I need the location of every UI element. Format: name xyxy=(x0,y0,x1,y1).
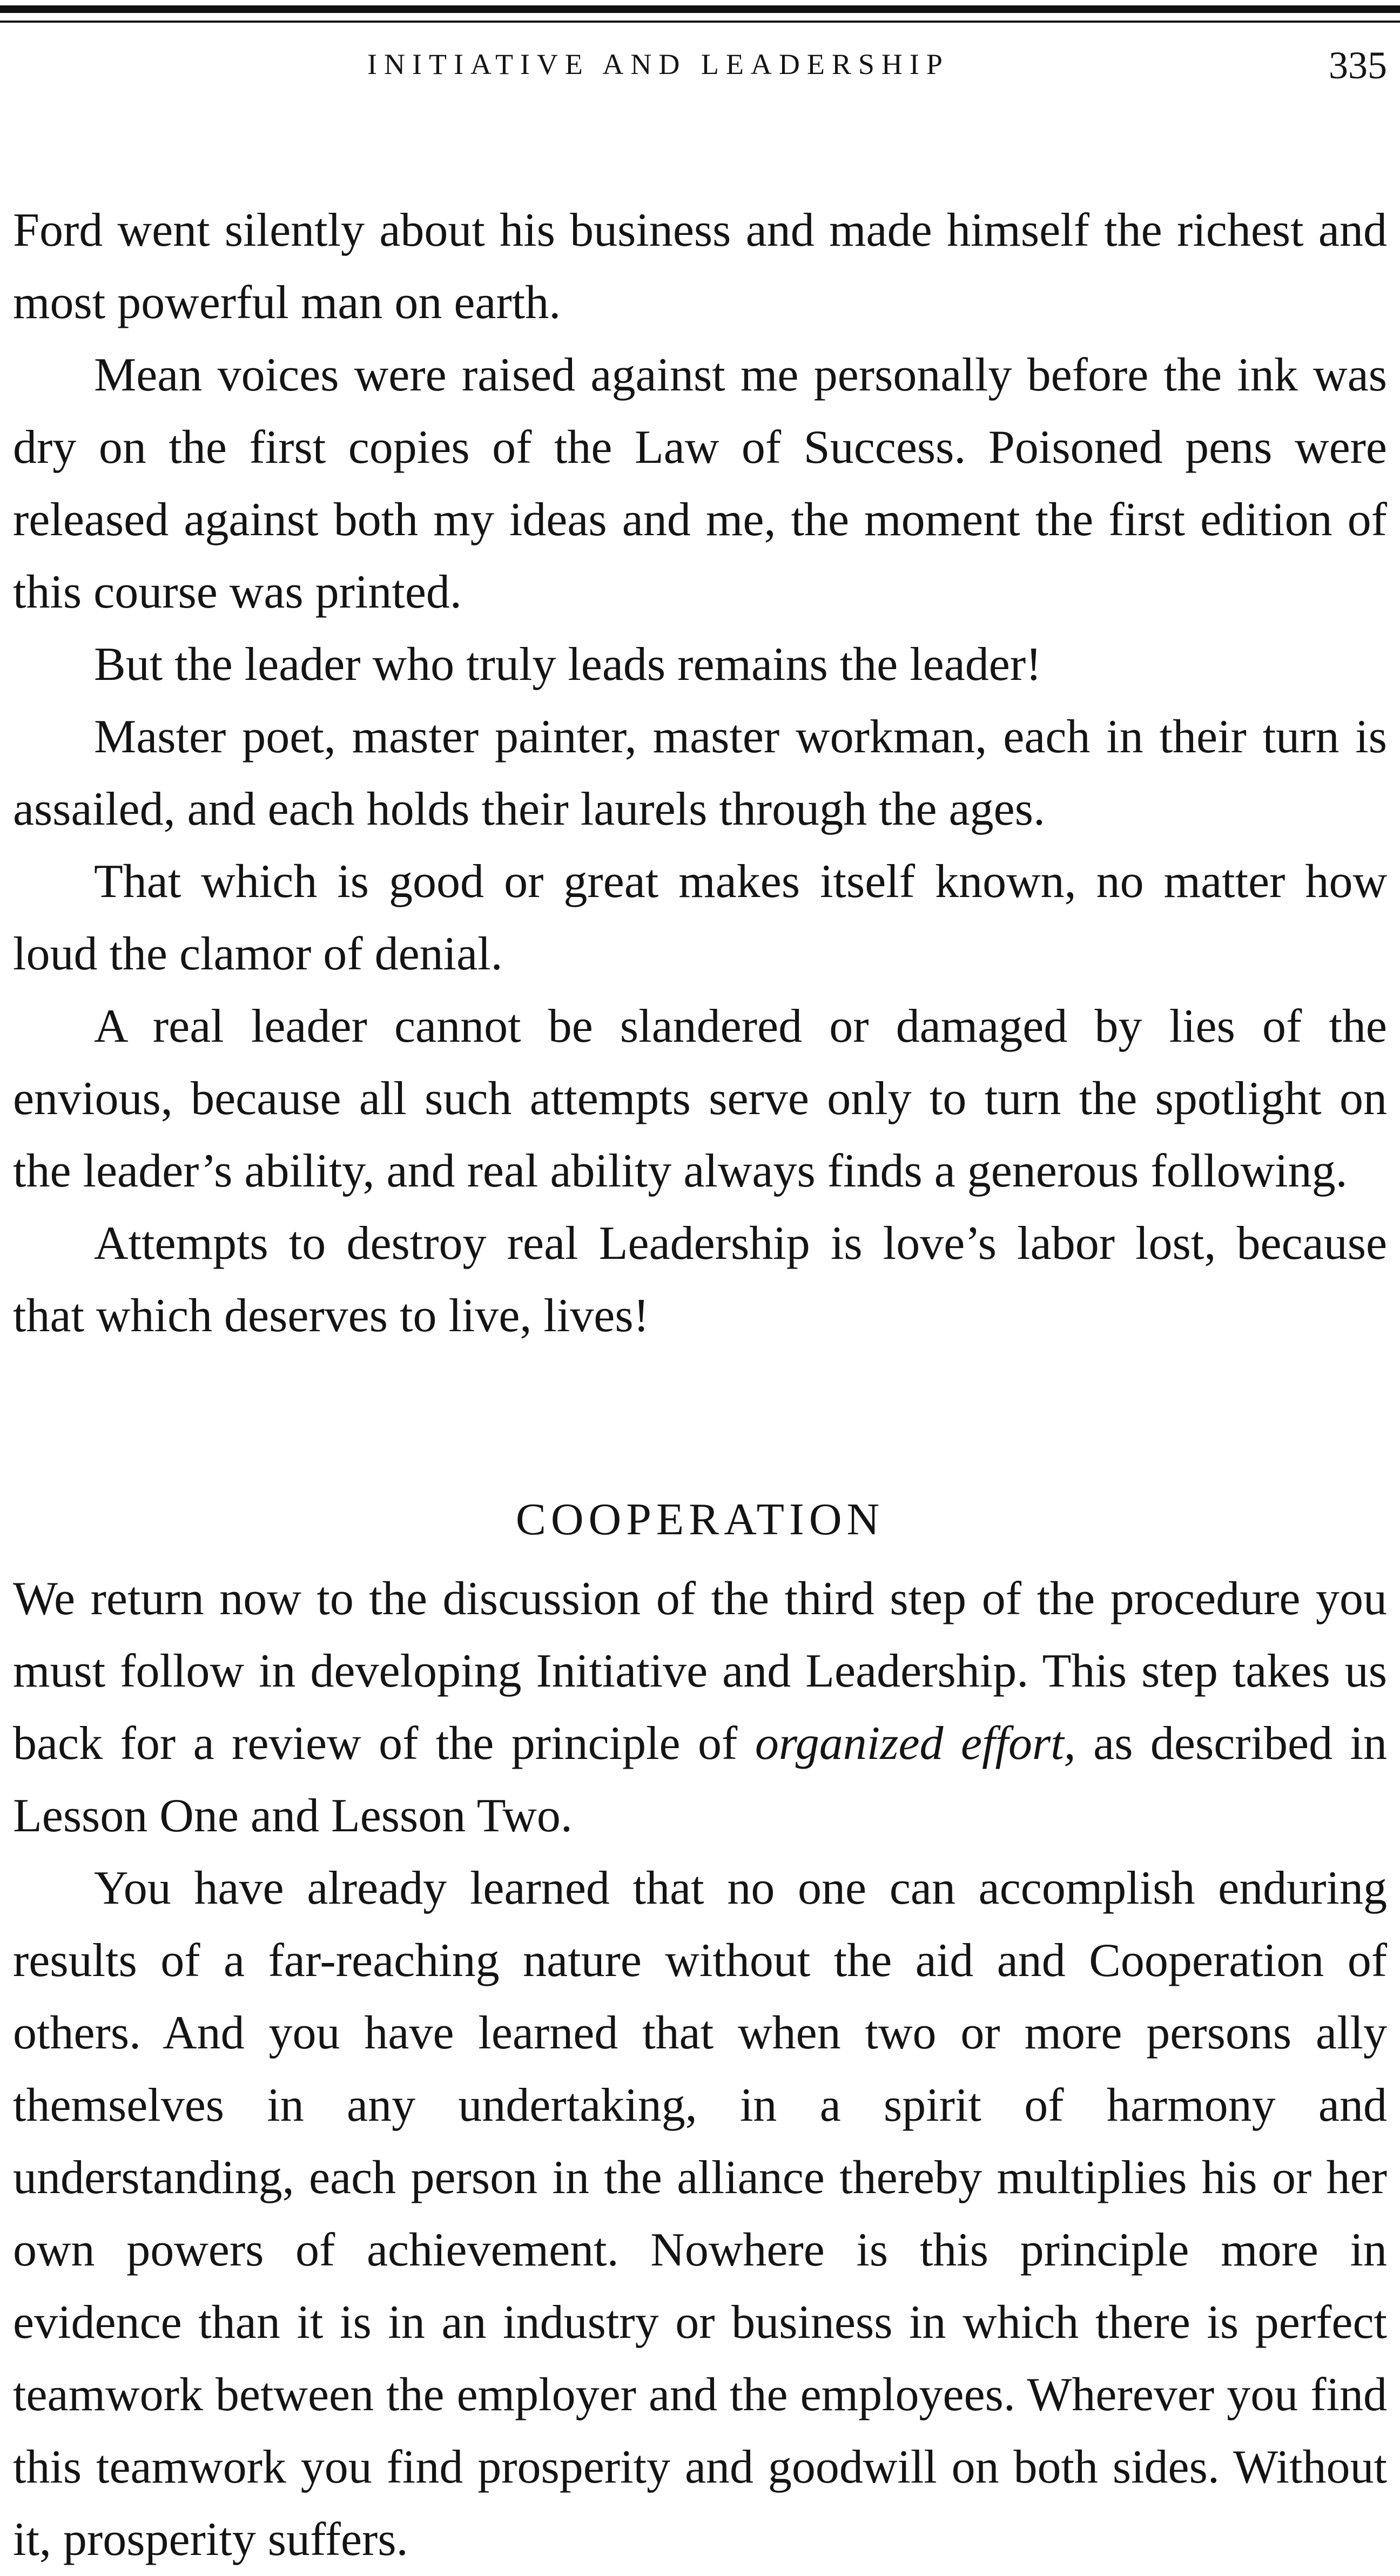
paragraph-true-leader: But the leader who truly leads remains the leader! xyxy=(94,638,1042,691)
paragraph-real-leader: A real leader cannot be slandered or damaged by lies of the envious, because all such attempts serve only to turn the spotlight on the leader’s ability, and real ability always finds a generous following. xyxy=(13,1000,1387,1197)
header-rule-thick xyxy=(0,5,1400,13)
header-rule-thin xyxy=(0,21,1400,23)
paragraph-mean-voices: Mean voices were raised against me personally before the ink was dry on the first copies of the Law of Success. Poisoned pens were released against both my ideas and me, the moment the first edition of this course was printed. xyxy=(13,349,1387,618)
paragraph-teamwork: You have already learned that no one can accomplish enduring results of a far-reaching nature without the aid and Cooperation of others. And you have learned that when two or more persons ally themselves in any undertaking, in a spirit of harmony and understanding, each person in the alliance thereby multiplies his or her own powers of achievement. Nowhere is this principle more in evidence than it is in an industry or business in which there is perfect teamwork between the employer and the employees. Wherever you find this teamwork you find prosperity and goodwill on both sides. Without it, prosperity suffers. xyxy=(13,1862,1387,2566)
paragraph-attempts: Attempts to destroy real Leadership is love’s labor lost, because that which deserves to live, lives! xyxy=(13,1217,1387,1342)
body-text xyxy=(13,194,1387,2576)
paragraph-third-step-end: as described in Lesson One and Lesson Two. xyxy=(13,1717,1387,1842)
running-head xyxy=(0,43,1400,86)
page-number: 335 xyxy=(1329,44,1387,87)
running-title: INITIATIVE AND LEADERSHIP xyxy=(367,48,950,80)
paragraph-ford: Ford went silently about his business and made himself the richest and most powerful man on earth. xyxy=(13,204,1387,329)
emphasis-organized-effort: organized effort, xyxy=(755,1717,1076,1770)
paragraph-third-step xyxy=(13,1563,1387,1852)
paragraph-good-or-great: That which is good or great makes itself known, no matter how loud the clamor of denial. xyxy=(13,855,1387,980)
paragraph-third-step-start: We return now to the discussion of the third step of the procedure you must follow in developing Initiative and Leadership. This step takes us back for a review of the principle of xyxy=(13,1573,1387,1770)
section-heading-cooperation: COOPERATION xyxy=(515,1494,885,1545)
paragraph-master-poet: Master poet, master painter, master workman, each in their turn is assailed, and each holds their laurels through the ages. xyxy=(13,711,1387,835)
